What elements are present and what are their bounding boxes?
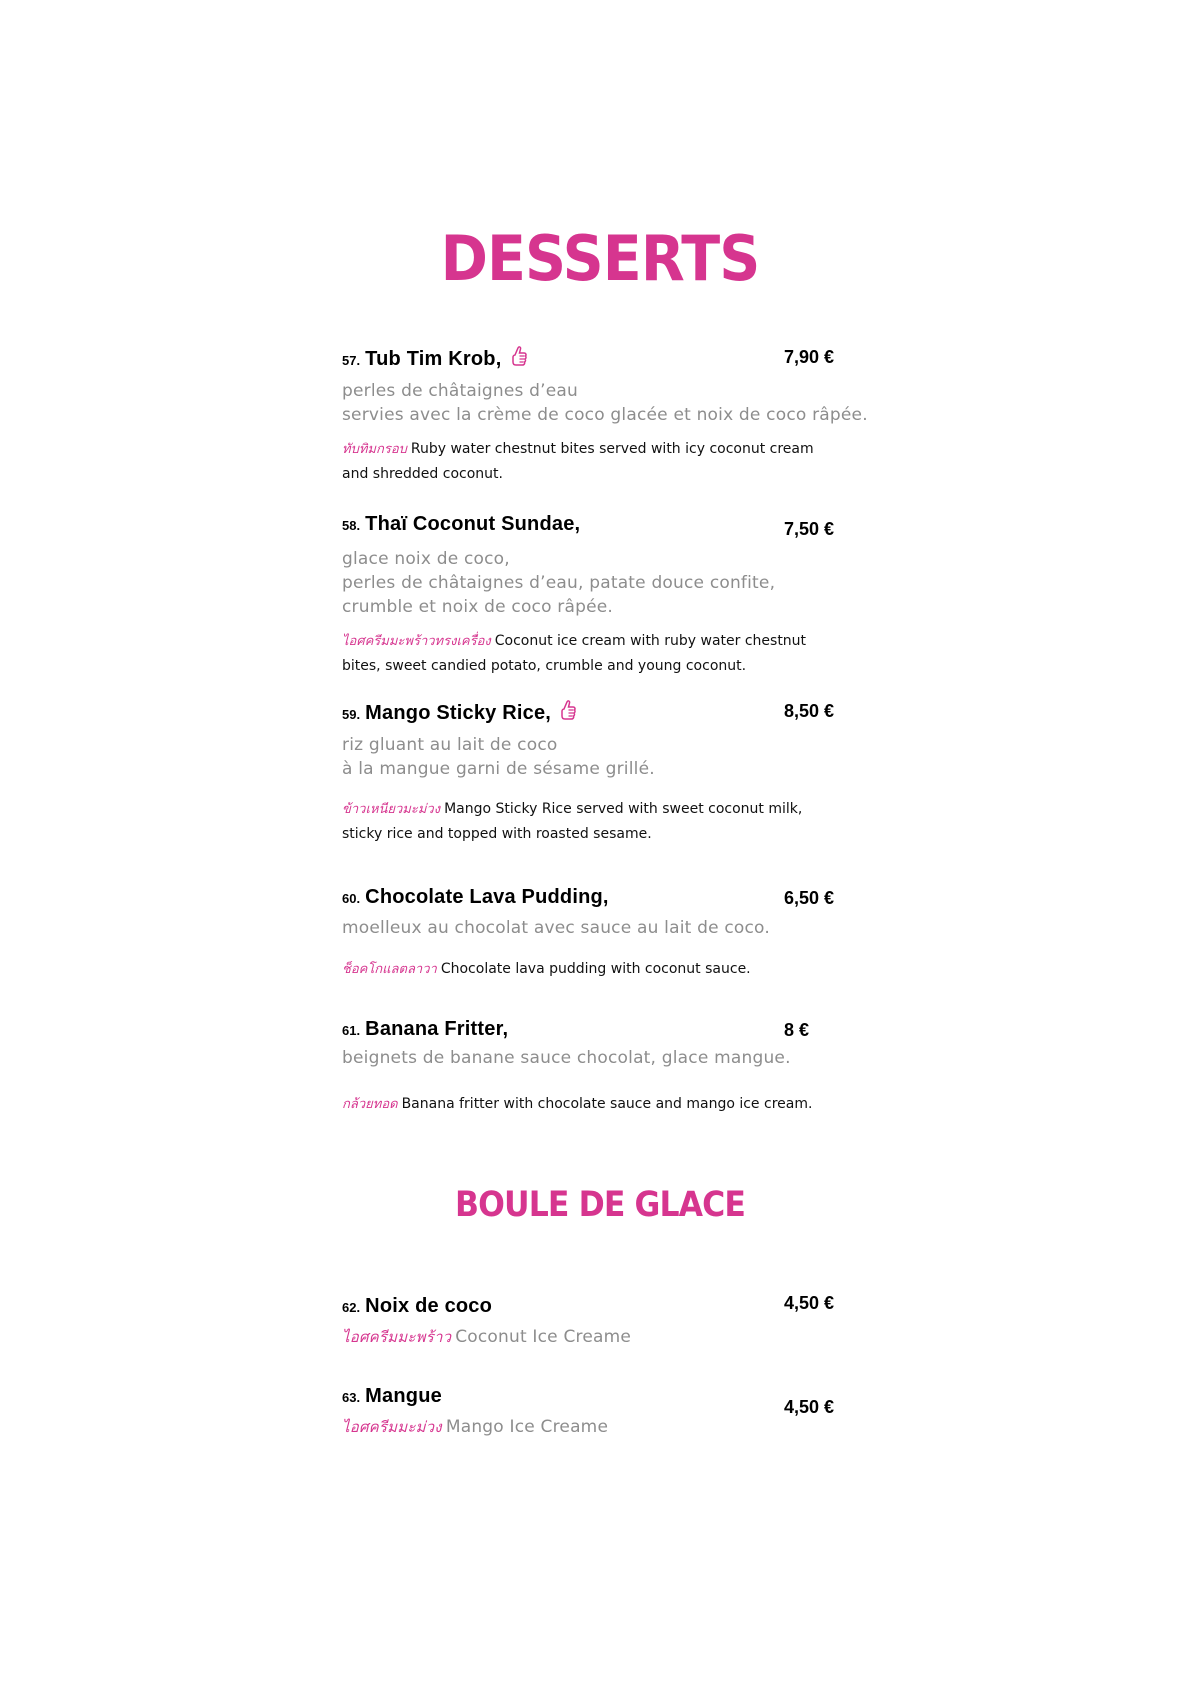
- thumbs-up-icon: [558, 699, 578, 723]
- thai-name: ไอศครีมมะพร้าว: [342, 1328, 452, 1346]
- item-price: 8,50 €: [784, 701, 835, 721]
- item-description-en: ช็อคโกแลตลาวา Chocolate lava pudding with coconut sauce.: [342, 961, 751, 977]
- thai-name: ไอศครีมมะม่วง: [342, 1418, 442, 1436]
- item-price: 7,50 €: [784, 519, 835, 539]
- item-description-fr: glace noix de coco, perles de châtaignes d’eau, patate douce confite, crumble et noix de coco râpée.: [342, 549, 776, 617]
- item-number: 57.: [342, 353, 361, 368]
- item-name: Mangue: [365, 1385, 442, 1407]
- item-name: Tub Tim Krob,: [365, 348, 502, 370]
- desserts-title: DESSERTS: [440, 222, 760, 295]
- item-number: 63.: [342, 1390, 361, 1405]
- item-description-fr: perles de châtaignes d’eau servies avec la crème de coco glacée et noix de coco râpée.: [342, 381, 868, 425]
- item-name: Mango Sticky Rice,: [365, 702, 552, 724]
- item-number: 58.: [342, 518, 361, 533]
- thai-name: กล้วยทอด: [342, 1097, 398, 1112]
- item-number: 62.: [342, 1300, 361, 1315]
- item-header: [342, 1018, 862, 1046]
- menu-item-59: [342, 699, 862, 847]
- item-description-fr: beignets de banane sauce chocolat, glace mangue.: [342, 1048, 791, 1068]
- boule-de-glace-title: BOULE DE GLACE: [455, 1185, 745, 1225]
- thumbs-up-icon: [509, 345, 529, 369]
- item-description-en: ทับทิมกรอบ Ruby water chestnut bites served with icy coconut cream and shredded coconut.: [342, 441, 814, 482]
- item-subtitle: ไอศครีมมะพร้าว Coconut Ice Creame: [342, 1327, 632, 1347]
- menu-item-61: [342, 1018, 862, 1117]
- thai-name: ข้าวเหนียวมะม่วง: [342, 802, 441, 817]
- item-header: [342, 345, 862, 379]
- item-header: [342, 1295, 862, 1325]
- item-price: 7,90 €: [784, 347, 835, 367]
- item-description-en: ไอศครีมมะพร้าวทรงเครื่อง Coconut ice cream with ruby water chestnut bites, sweet candied potato, crumble and young coconut.: [342, 633, 807, 674]
- item-description-en: ข้าวเหนียวมะม่วง Mango Sticky Rice served with sweet coconut milk, sticky rice and topped with roasted sesame.: [342, 801, 803, 842]
- item-header: [342, 513, 862, 547]
- item-number: 60.: [342, 891, 361, 906]
- item-description-fr: riz gluant au lait de coco à la mangue garni de sésame grillé.: [342, 735, 655, 779]
- item-price: 6,50 €: [784, 888, 835, 908]
- item-number: 61.: [342, 1023, 361, 1038]
- item-header: [342, 1385, 862, 1415]
- item-header: [342, 886, 862, 916]
- item-name: Banana Fritter,: [365, 1018, 509, 1040]
- item-number: 59.: [342, 707, 361, 722]
- thai-name: ช็อคโกแลตลาวา: [342, 962, 437, 977]
- item-price: 4,50 €: [784, 1293, 835, 1313]
- thai-name: ไอศครีมมะพร้าวทรงเครื่อง: [342, 634, 491, 649]
- menu-item-63: [342, 1385, 862, 1439]
- thai-name: ทับทิมกรอบ: [342, 442, 407, 457]
- item-subtitle: ไอศครีมมะม่วง Mango Ice Creame: [342, 1417, 609, 1437]
- menu-item-58: [342, 513, 862, 679]
- item-name: Thaï Coconut Sundae,: [365, 513, 581, 535]
- menu-item-62: [342, 1295, 862, 1349]
- item-price: 4,50 €: [784, 1397, 835, 1417]
- item-description-en: กล้วยทอด Banana fritter with chocolate sauce and mango ice cream.: [342, 1096, 813, 1112]
- item-description-fr: moelleux au chocolat avec sauce au lait de coco.: [342, 918, 770, 938]
- item-price: 8 €: [784, 1020, 810, 1040]
- menu-item-60: [342, 886, 862, 982]
- item-header: [342, 699, 862, 733]
- item-name: Noix de coco: [365, 1295, 493, 1317]
- item-name: Chocolate Lava Pudding,: [365, 886, 609, 908]
- menu-item-57: [342, 345, 868, 487]
